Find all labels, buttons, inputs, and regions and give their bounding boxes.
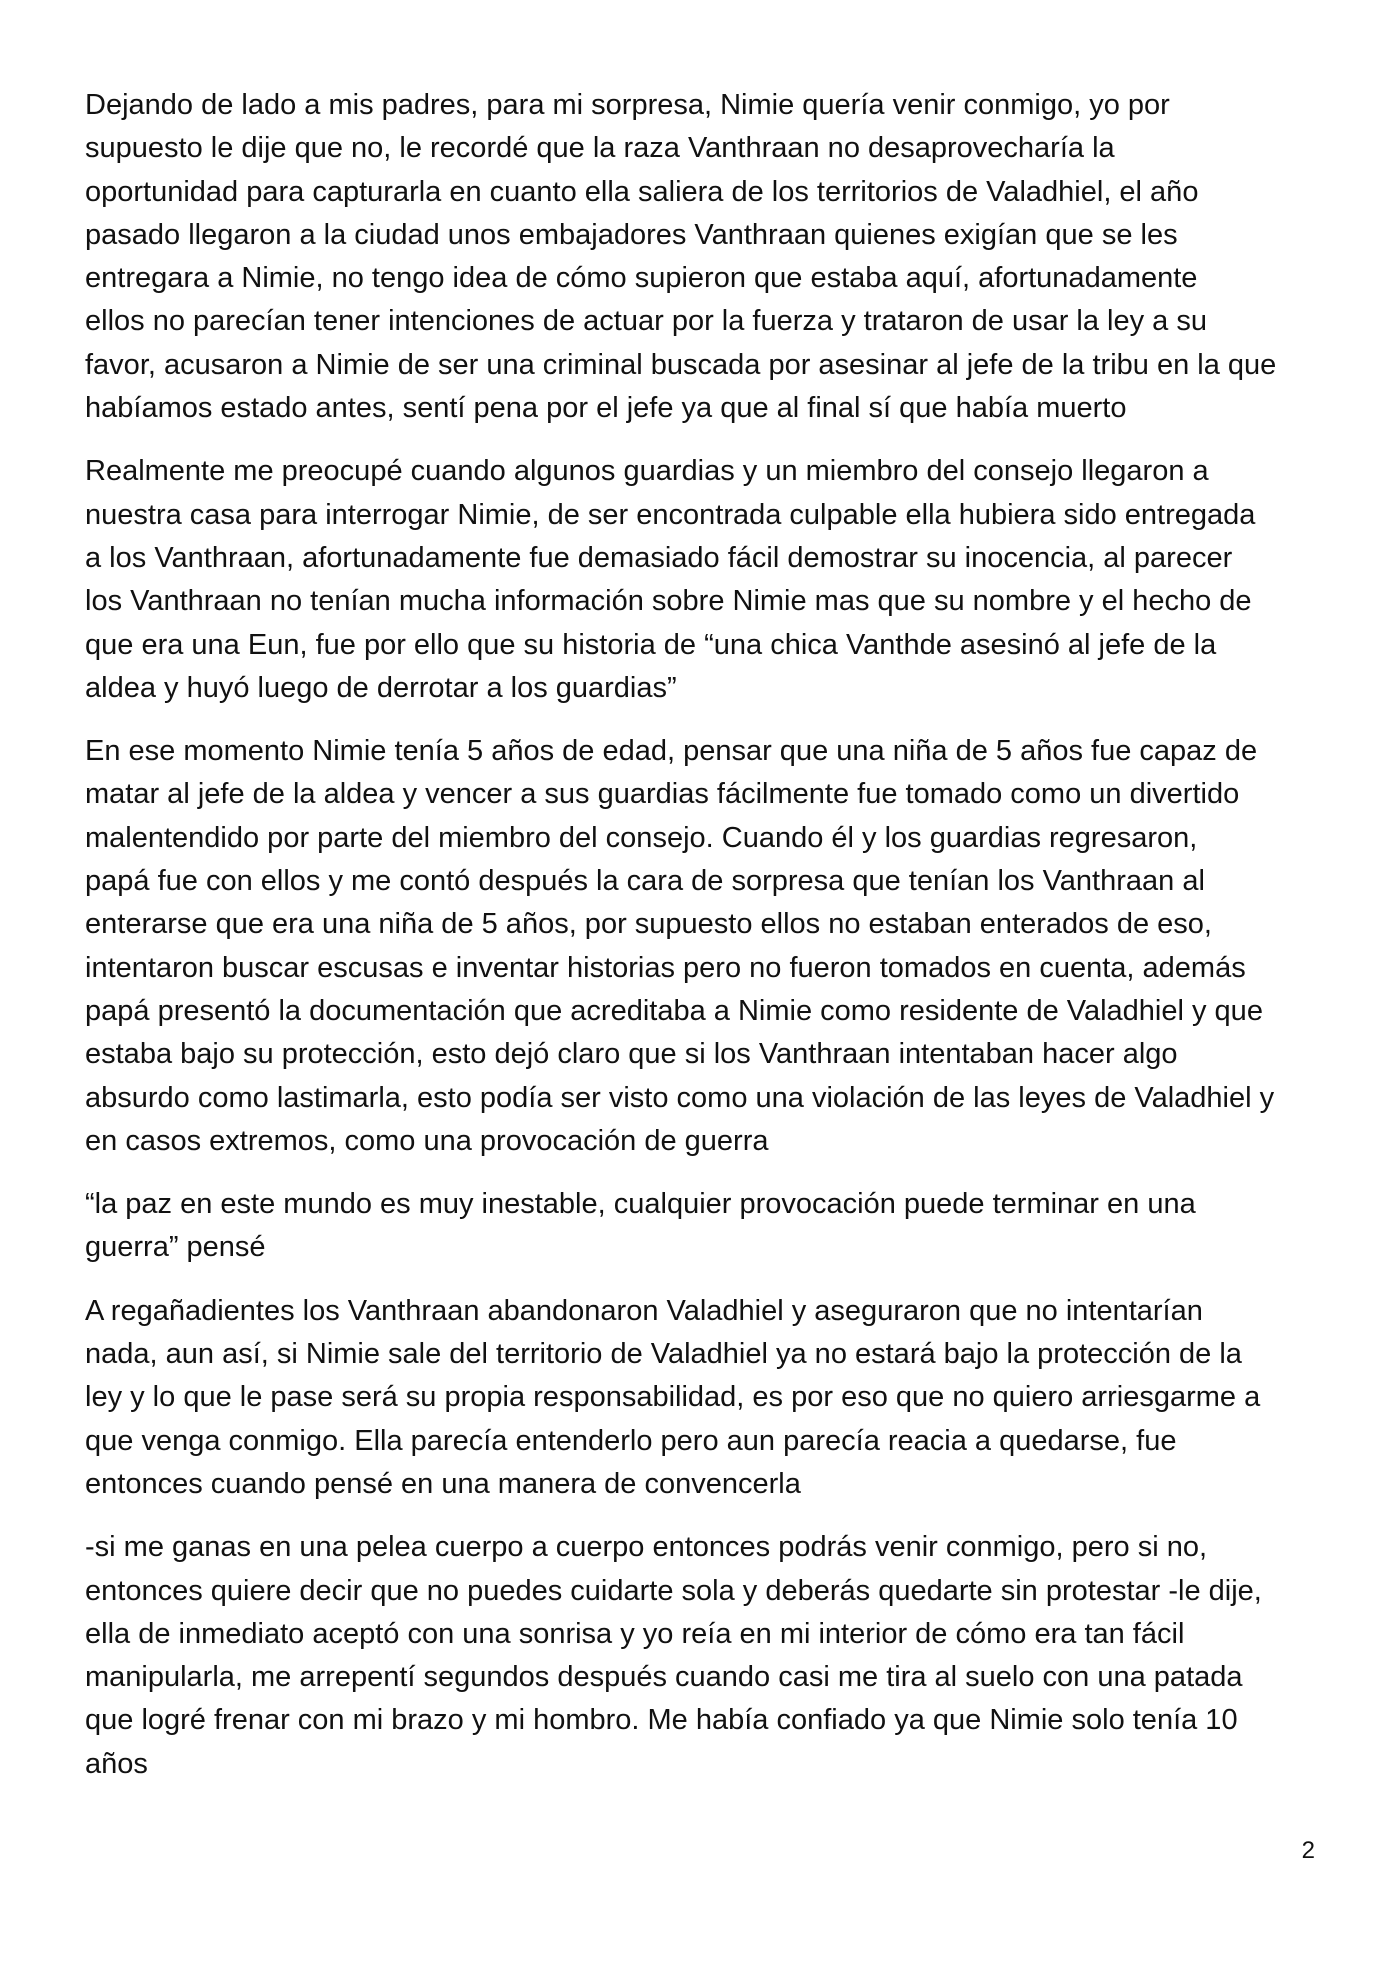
text-line: A regañadientes los Vanthraan abandonaron Valadhiel y aseguraron que no intentarían: [85, 1294, 1203, 1327]
text-line: papá fue con ellos y me contó después la cara de sorpresa que tenían los Vanthraan al: [85, 865, 1205, 898]
text-line: nuestra casa para interrogar Nimie, de ser encontrada culpable ella hubiera sido entregada: [85, 498, 1256, 531]
text-line: los Vanthraan no tenían mucha información sobre Nimie mas que su nombre y el hecho de: [85, 585, 1252, 618]
paragraph-1: [85, 84, 1325, 430]
text-line: aldea y huyó luego de derrotar a los guardias”: [85, 671, 677, 704]
text-line: malentendido por parte del miembro del consejo. Cuando él y los guardias regresaron,: [85, 821, 1198, 854]
paragraph-3: [85, 730, 1325, 1163]
text-line: que era una Eun, fue por ello que su historia de “una chica Vanthde asesinó al jefe de la: [85, 628, 1217, 661]
text-line: ellos no parecían tener intenciones de actuar por la fuerza y trataron de usar la ley a su: [85, 305, 1207, 338]
paragraph-6: [85, 1526, 1325, 1786]
text-line: intentaron buscar escusas e inventar historias pero no fueron tomados en cuenta, además: [85, 951, 1246, 984]
text-line: -si me ganas en una pelea cuerpo a cuerpo entonces podrás venir conmigo, pero si no,: [85, 1531, 1208, 1564]
text-line: entonces quiere decir que no puedes cuidarte sola y deberás quedarte sin protestar -le dije,: [85, 1574, 1262, 1607]
page-number: 2: [1301, 1837, 1315, 1864]
paragraph-2: [85, 450, 1325, 710]
text-line: papá presentó la documentación que acreditaba a Nimie como residente de Valadhiel y que: [85, 994, 1263, 1027]
text-line: pasado llegaron a la ciudad unos embajadores Vanthraan quienes exigían que se les: [85, 218, 1178, 251]
text-line: años: [85, 1747, 148, 1780]
text-line: “la paz en este mundo es muy inestable, cualquier provocación puede terminar en una: [85, 1188, 1196, 1221]
text-line: en casos extremos, como una provocación de guerra: [85, 1124, 769, 1157]
text-line: Dejando de lado a mis padres, para mi sorpresa, Nimie quería venir conmigo, yo por: [85, 89, 1170, 121]
text-line: En ese momento Nimie tenía 5 años de edad, pensar que una niña de 5 años fue capaz de: [85, 735, 1258, 768]
paragraph-5: [85, 1290, 1325, 1506]
text-line: manipularla, me arrepentí segundos después cuando casi me tira al suelo con una patada: [85, 1661, 1243, 1694]
text-line: entonces cuando pensé en una manera de convencerla: [85, 1467, 801, 1500]
paragraph-4: [85, 1183, 1325, 1270]
text-line: matar al jefe de la aldea y vencer a sus guardias fácilmente fue tomado como un divertido: [85, 778, 1240, 811]
text-line: que venga conmigo. Ella parecía entenderlo pero aun parecía reacia a quedarse, fue: [85, 1424, 1177, 1457]
text-line: enterarse que era una niña de 5 años, por supuesto ellos no estaban enterados de eso,: [85, 908, 1212, 941]
text-line: ley y lo que le pase será su propia responsabilidad, es por eso que no quiero arriesgarme a: [85, 1381, 1261, 1414]
text-line: estaba bajo su protección, esto dejó claro que si los Vanthraan intentaban hacer algo: [85, 1038, 1178, 1071]
text-line: que logré frenar con mi brazo y mi hombro. Me había confiado ya que Nimie solo tenía 10: [85, 1704, 1238, 1737]
text-line: a los Vanthraan, afortunadamente fue demasiado fácil demostrar su inocencia, al parecer: [85, 541, 1233, 574]
text-line: supuesto le dije que no, le recordé que la raza Vanthraan no desaprovecharía la: [85, 132, 1115, 165]
text-line: ella de inmediato aceptó con una sonrisa y yo reía en mi interior de cómo era tan fácil: [85, 1617, 1185, 1650]
text-line: oportunidad para capturarla en cuanto ella saliera de los territorios de Valadhiel, el año: [85, 175, 1199, 208]
text-line: guerra” pensé: [85, 1231, 266, 1264]
body-text: [85, 84, 1325, 1806]
text-line: entregara a Nimie, no tengo idea de cómo supieron que estaba aquí, afortunadamente: [85, 262, 1198, 295]
text-line: Realmente me preocupé cuando algunos guardias y un miembro del consejo llegaron a: [85, 455, 1209, 488]
text-line: favor, acusaron a Nimie de ser una criminal buscada por asesinar al jefe de la tribu en la que: [85, 348, 1277, 381]
text-line: habíamos estado antes, sentí pena por el jefe ya que al final sí que había muerto: [85, 392, 1127, 425]
text-line: absurdo como lastimarla, esto podía ser visto como una violación de las leyes de Valadhiel y: [85, 1081, 1275, 1114]
text-line: nada, aun así, si Nimie sale del territorio de Valadhiel ya no estará bajo la protección de la: [85, 1338, 1242, 1371]
